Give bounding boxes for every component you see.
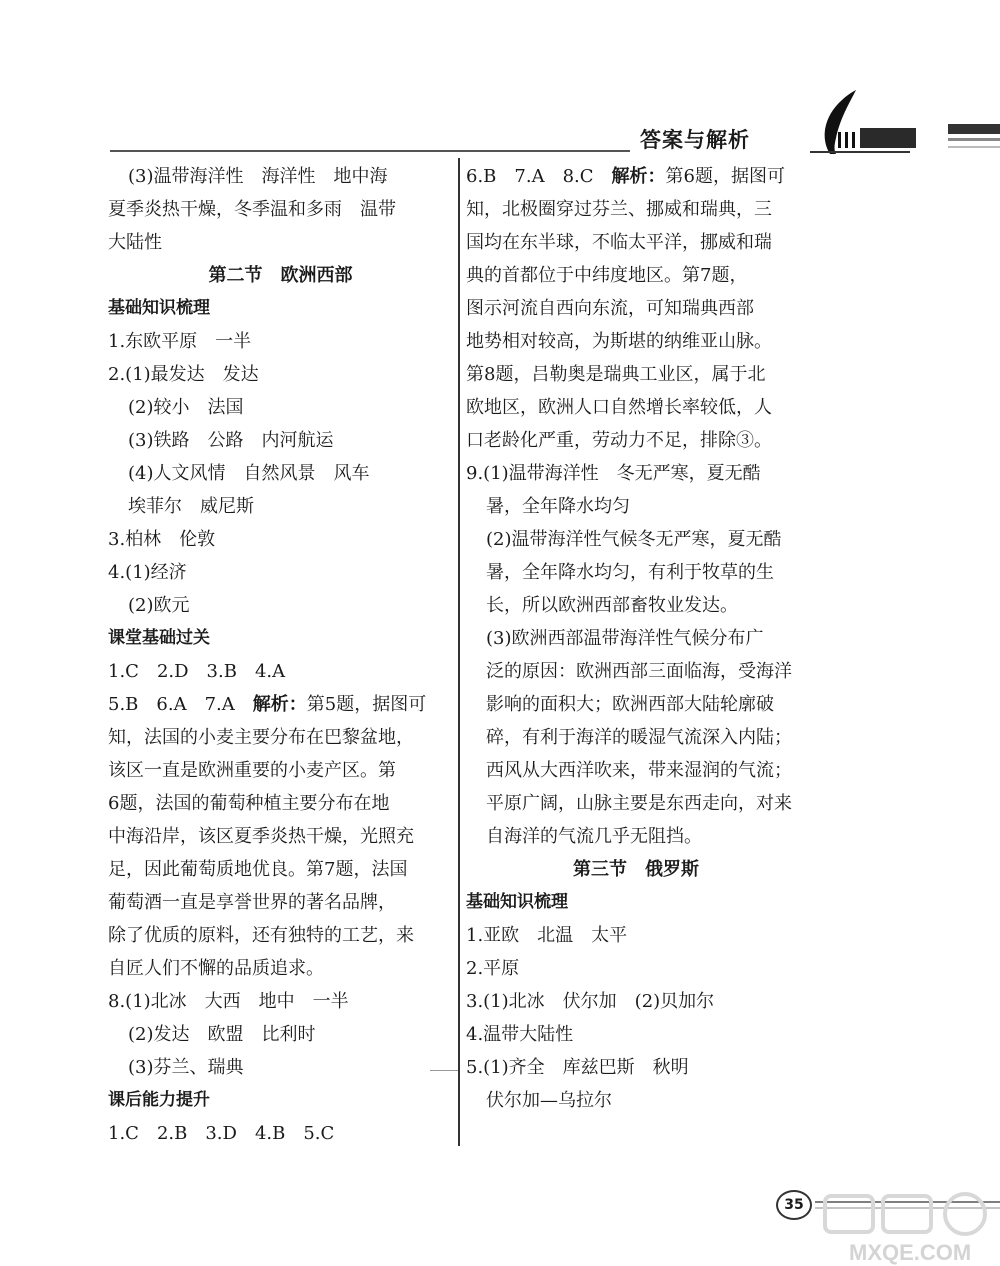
answer-line: 碎，有利于海洋的暖湿气流深入内陆； xyxy=(486,727,792,748)
answer-line: 西风从大西洋吹来，带来湿润的气流； xyxy=(486,760,792,781)
header-rule xyxy=(110,150,630,152)
answer-line-with-analysis xyxy=(466,160,806,193)
answer-line: 埃菲尔 威尼斯 xyxy=(128,496,254,517)
watermark-text: MXQE.COM xyxy=(849,1240,972,1265)
answer-line: (2)温带海洋性气候冬无严寒，夏无酷 xyxy=(486,529,782,550)
answer-line: 影响的面积大；欧洲西部大陆轮廓破 xyxy=(486,694,774,715)
analysis-text: 第5题，据图可 xyxy=(306,694,427,715)
answer-line: 长，所以欧洲西部畜牧业发达。 xyxy=(486,595,738,616)
page-number: 35 xyxy=(776,1190,812,1220)
answer-line: 暑，全年降水均匀 xyxy=(486,496,630,517)
answer-line: 4.温带大陆性 xyxy=(466,1024,574,1045)
answer-line: 3.柏林 伦敦 xyxy=(108,529,216,550)
answer-line: 知，北极圈穿过芬兰、挪威和瑞典，三 xyxy=(466,199,772,220)
answer-line: 欧地区，欧洲人口自然增长率较低，人 xyxy=(466,397,772,418)
answer-line: 该区一直是欧洲重要的小麦产区。第 xyxy=(108,760,396,781)
analysis-label: 解析： xyxy=(252,694,307,715)
quill-ornament-icon xyxy=(790,88,920,160)
left-column xyxy=(108,160,453,1150)
answer-line: 平原广阔，山脉主要是东西走向，对来 xyxy=(486,793,792,814)
answer-line: 泛的原因：欧洲西部三面临海，受海洋 xyxy=(486,661,792,682)
watermark-logo xyxy=(805,1188,1000,1266)
answer-line: 图示河流自西向东流，可知瑞典西部 xyxy=(466,298,754,319)
answer-line: 6题，法国的葡萄种植主要分布在地 xyxy=(108,793,390,814)
subsection-heading: 课堂基础过关 xyxy=(108,628,210,648)
subsection-heading: 课后能力提升 xyxy=(108,1090,210,1110)
answer-line: (2)欧元 xyxy=(128,595,190,616)
answer-line: 大陆性 xyxy=(108,232,162,253)
answer-line: 伏尔加—乌拉尔 xyxy=(486,1090,612,1111)
analysis-label: 解析： xyxy=(611,166,666,187)
answer-line: 1.C 2.B 3.D 4.B 5.C xyxy=(108,1123,335,1144)
right-column xyxy=(466,160,806,1117)
answer-line: 9.(1)温带海洋性 冬无严寒，夏无酷 xyxy=(466,463,761,484)
answer-line: 地势相对较高，为斯堪的纳维亚山脉。 xyxy=(466,331,772,352)
answer-line: 第8题，吕勒奥是瑞典工业区，属于北 xyxy=(466,364,766,385)
answer-line: 中海沿岸，该区夏季炎热干燥，光照充 xyxy=(108,826,414,847)
answer-line: 自海洋的气流几乎无阻挡。 xyxy=(486,826,702,847)
section-title: 第二节 欧洲西部 xyxy=(208,265,353,286)
answer-line-with-analysis xyxy=(108,688,453,721)
answer-line: 自匠人们不懈的品质追求。 xyxy=(108,958,324,979)
answer-line: 1.C 2.D 3.B 4.A xyxy=(108,661,286,682)
header-title: 答案与解析 xyxy=(640,128,750,152)
column-divider xyxy=(458,158,460,1146)
answer-line: (3)芬兰、瑞典 xyxy=(128,1057,244,1078)
answer-line: 8.(1)北冰 大西 地中 一半 xyxy=(108,991,349,1012)
answer-line: (3)温带海洋性 海洋性 地中海 xyxy=(128,166,388,187)
answer-line: 1.东欧平原 一半 xyxy=(108,331,252,352)
answer-keys: 6.B 7.A 8.C xyxy=(466,166,612,187)
answer-line: 典的首都位于中纬度地区。第7题， xyxy=(466,265,748,286)
answer-line: 夏季炎热干燥，冬季温和多雨 温带 xyxy=(108,199,396,220)
answer-line: 暑，全年降水均匀，有利于牧草的生 xyxy=(486,562,774,583)
answer-line: 国均在东半球，不临太平洋，挪威和瑞 xyxy=(466,232,772,253)
answer-line: 1.亚欧 北温 太平 xyxy=(466,925,628,946)
answer-line: (3)铁路 公路 内河航运 xyxy=(128,430,334,451)
answer-line: 口老龄化严重，劳动力不足，排除③。 xyxy=(466,430,772,451)
subsection-heading: 基础知识梳理 xyxy=(466,892,568,912)
answer-line: 2.(1)最发达 发达 xyxy=(108,364,259,385)
answer-line: 4.(1)经济 xyxy=(108,562,187,583)
answer-line: (2)较小 法国 xyxy=(128,397,244,418)
answer-line: (4)人文风情 自然风景 风车 xyxy=(128,463,370,484)
answer-line: 葡萄酒一直是享誉世界的著名品牌， xyxy=(108,892,396,913)
subsection-heading: 基础知识梳理 xyxy=(108,298,210,318)
answer-keys: 5.B 6.A 7.A xyxy=(108,694,253,715)
header-bar-decoration xyxy=(948,124,1000,164)
answer-line: (3)欧洲西部温带海洋性气候分布广 xyxy=(486,628,764,649)
answer-line: (2)发达 欧盟 比利时 xyxy=(128,1024,316,1045)
answer-line: 3.(1)北冰 伏尔加 (2)贝加尔 xyxy=(466,991,715,1012)
answer-line: 除了优质的原料，还有独特的工艺，来 xyxy=(108,925,414,946)
answer-line: 2.平原 xyxy=(466,958,520,979)
analysis-text: 第6题，据图可 xyxy=(665,166,785,187)
answer-line: 知，法国的小麦主要分布在巴黎盆地， xyxy=(108,727,414,748)
answer-line: 足，因此葡萄质地优良。第7题，法国 xyxy=(108,859,408,880)
section-title: 第三节 俄罗斯 xyxy=(573,859,699,880)
answer-line: 5.(1)齐全 库兹巴斯 秋明 xyxy=(466,1057,689,1078)
